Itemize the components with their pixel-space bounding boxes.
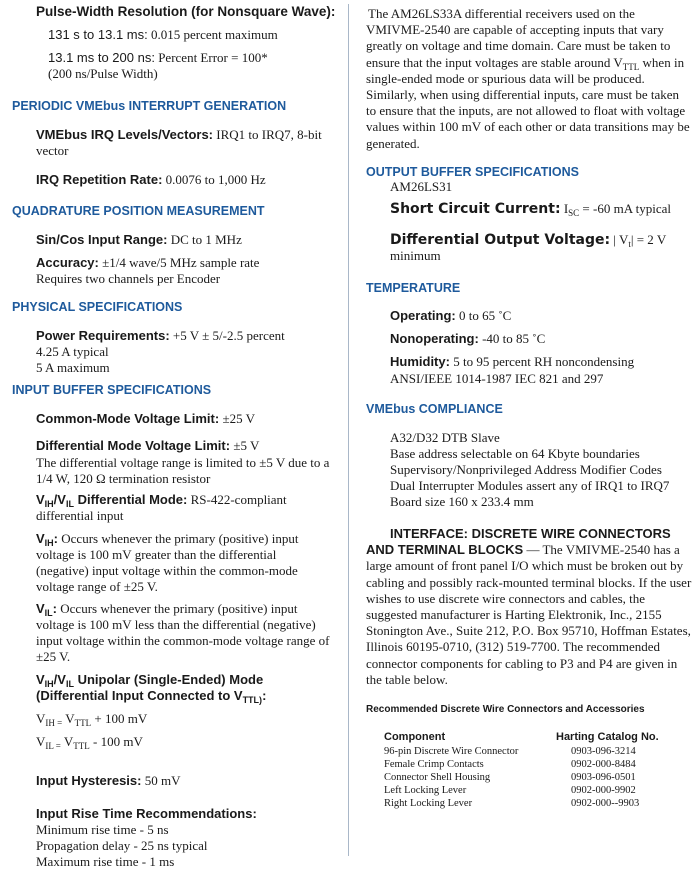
output-part: AM26LS31 <box>390 179 453 194</box>
diff-output-minimum: minimum <box>390 248 441 263</box>
table-row: Female Crimp Contacts 0902-000-8484 <box>384 759 636 770</box>
table-row: Connector Shell Housing 0903-096-0501 <box>384 772 636 783</box>
diff-mode-limit: Differential Mode Voltage Limit: ±5 V <box>36 438 260 453</box>
vih-desc: $V_{IH}$: Occurs whenever the primary (positive) input voltage is 100 mV greater than the differential (negative) input voltage within the common-mode voltage range of ±25 V. <box>36 531 299 594</box>
vmebus-compliance-heading: VMEbus COMPLIANCE <box>366 402 503 416</box>
input-heading: INPUT BUFFER SPECIFICATIONS <box>12 383 212 397</box>
pwr-line-3: (200 ns/Pulse Width) <box>48 66 158 81</box>
vme-item: Supervisory/Nonprivileged Address Modifier Codes <box>390 462 662 477</box>
vil-desc: $V_{IL}$: Occurs whenever the primary (positive) input voltage is 100 mV less than the differential (negative) input voltage within the common-mode voltage range of ±25 V. <box>36 601 330 664</box>
periodic-heading: PERIODIC VMEbus INTERRUPT GENERATION <box>12 99 287 113</box>
table-row: Left Locking Lever 0902-000-9902 <box>384 785 636 796</box>
rise-time-label: Input Rise Time Recommendations: <box>36 806 257 821</box>
nonoperating-temp: Nonoperating: -40 to 85 ˚C <box>390 331 546 346</box>
power-maximum: 5 A maximum <box>36 360 110 375</box>
temperature-heading: TEMPERATURE <box>366 281 461 295</box>
humidity: Humidity: 5 to 95 percent RH noncondensing <box>390 354 635 369</box>
vme-item: A32/D32 DTB Slave <box>390 430 500 445</box>
connector-table <box>384 745 694 810</box>
power-typical: 4.25 A typical <box>36 344 109 359</box>
diff-output-voltage: Differential Output Voltage: | $V_t| = 2$ V <box>390 232 667 249</box>
irq-repetition: IRQ Repetition Rate: 0.0076 to 1,000 Hz <box>36 172 266 187</box>
accuracy: Accuracy: ±1/4 wave/5 MHz sample rate <box>36 255 260 270</box>
sincos-range: Sin/Cos Input Range: DC to 1 MHz <box>36 232 242 247</box>
rise-min: Minimum rise time - 5 ns <box>36 822 169 837</box>
pwr-line-1: 131 s to 13.1 ms: 0.015 percent maximum <box>48 27 278 42</box>
short-circuit-current: Short Circuit Current: $I_{SC} = -60$ mA typical <box>390 201 671 218</box>
pwr-line-2: 13.1 ms to 200 ns: Percent Error = 100* <box>48 50 268 65</box>
output-heading: OUTPUT BUFFER SPECIFICATIONS <box>366 165 579 179</box>
table-row: Right Locking Lever 0902-000--9903 <box>384 798 640 809</box>
eq-vih: $V_{IH =}$ $V_{TTL} + 100$ mV <box>36 711 148 728</box>
rise-prop: Propagation delay - 25 ns typical <box>36 838 208 853</box>
table-row: 96-pin Discrete Wire Connector 0903-096-3214 <box>384 746 636 757</box>
physical-heading: PHYSICAL SPECIFICATIONS <box>12 300 183 314</box>
irq-levels: VMEbus IRQ Levels/Vectors: IRQ1 to IRQ7, 8-bit vector <box>36 127 322 158</box>
am26ls33a-paragraph: The AM26LS33A differential receivers used on the VMIVME-2540 are capable of accepting inputs that vary greatly on voltage and time domain. Care must be taken to ensure that the input voltages are stable around $V_{TTL}$ when in single-ended mode or spurious data will be produced. Similarly, when using differential inputs, care must be taken to ensure that the inputs, are not allowed to float with voltage values within 100 mV of each other or data transitions may be generated. <box>366 6 690 151</box>
eq-vil: $V_{IL =}$ $V_{TTL} - 100$ mV <box>36 734 143 751</box>
accuracy-note: Requires two channels per Encoder <box>36 271 221 286</box>
vme-item: Dual Interrupter Modules assert any of IRQ1 to IRQ7 <box>390 478 670 493</box>
diff-mode-desc: The differential voltage range is limited to ±5 V due to a 1/4 W, 120 Ω termination resistor <box>36 455 330 486</box>
pulse-width-label: Pulse-Width Resolution (for Nonsquare Wave): <box>36 4 336 19</box>
table-header-component: Component <box>384 731 446 743</box>
operating-temp: Operating: 0 to 65 ˚C <box>390 308 512 323</box>
input-hysteresis: Input Hysteresis: 50 mV <box>36 773 181 788</box>
unipolar-mode: $V_{IH}/V_{IL}$ Unipolar (Single-Ended) Mode (Differential Input Connected to $V_{TTL)}$: <box>36 672 267 705</box>
column-divider <box>348 4 349 856</box>
rise-max: Maximum rise time - 1 ms <box>36 854 175 869</box>
vme-item: Base address selectable on 64 Kbyte boundaries <box>390 446 640 461</box>
table-title: Recommended Discrete Wire Connectors and Accessories <box>366 704 645 715</box>
table-header-catalog: Harting Catalog No. <box>556 731 659 743</box>
vih-vil-diff-mode: $V_{IH}/V_{IL}$ Differential Mode: RS-422-compliant differential input <box>36 492 287 523</box>
common-mode-limit: Common-Mode Voltage Limit: ±25 V <box>36 411 255 426</box>
humidity-standards: ANSI/IEEE 1014-1987 IEC 821 and 297 <box>390 371 604 386</box>
interface-paragraph: INTERFACE: DISCRETE WIRE CONNECTORS AND TERMINAL BLOCKS — The VMIVME-2540 has a large amount of front panel I/O which must be broken out by cabling and possibly rack-mounted terminal blocks. If the user wishes to use discrete wire connectors and cables, the suggested manufacturer is Harting Elektronik, Inc., 2155 Stonington Ave., Suite 212, P.O. Box 95710, Hoffman Estates, Illinois 60195-0710, (312) 519-7700. The recommended connector components for cabling to P3 and P4 are given in the table below. <box>366 526 692 687</box>
quadrature-heading: QUADRATURE POSITION MEASUREMENT <box>12 204 265 218</box>
vme-item: Board size 160 x 233.4 mm <box>390 494 534 509</box>
power-requirements: Power Requirements: +5 V ± 5/-2.5 percent <box>36 328 285 343</box>
